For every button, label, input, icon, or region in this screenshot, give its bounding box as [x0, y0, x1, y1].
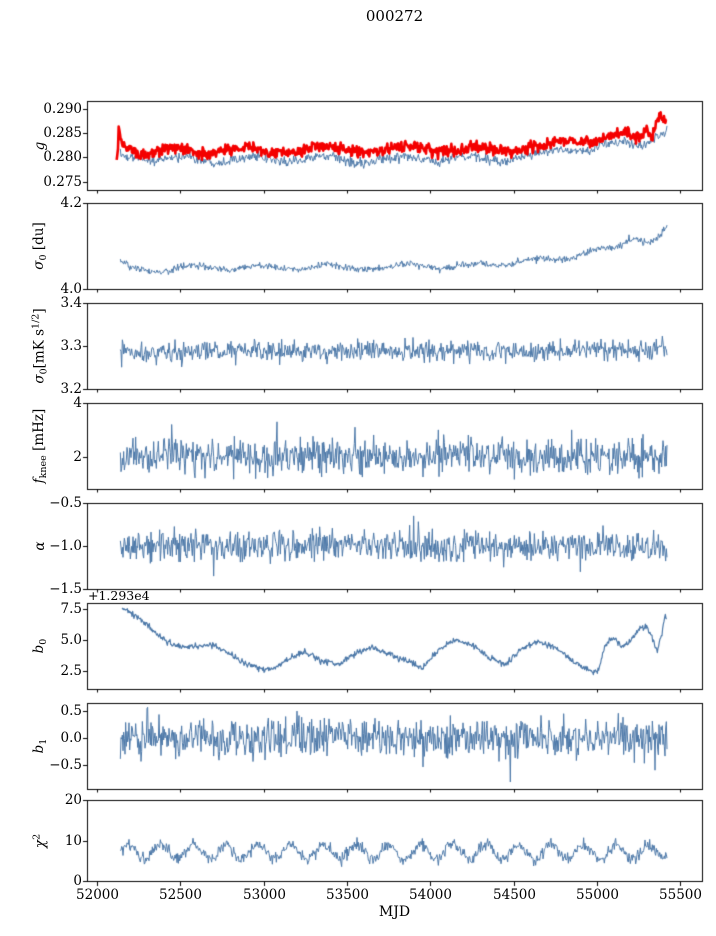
y-axis-label-part: 2: [31, 833, 43, 840]
y-axis-label-sigma0_du: [31, 222, 49, 269]
y-axis-label-part: b: [31, 744, 47, 754]
y-tick-label-alpha: −1.5: [49, 581, 82, 597]
y-axis-label-b1: [31, 739, 49, 754]
y-tick-label-g: 0.285: [43, 125, 82, 141]
y-axis-label-part: 1/2: [30, 313, 42, 329]
y-axis-label-part: σ: [31, 260, 47, 270]
y-tick-label-fknee: 2: [73, 449, 82, 465]
y-axis-label-part: g: [32, 141, 48, 150]
x-tick-label: 54000: [409, 887, 452, 903]
y-axis-label-part: χ: [32, 839, 49, 848]
x-tick-label: 55500: [659, 887, 702, 903]
x-tick-label: 53000: [243, 887, 286, 903]
y-tick-label-b1: 0.0: [60, 730, 82, 746]
y-tick-label-fknee: 4: [73, 395, 82, 411]
y-axis-label-part: [mK s: [31, 328, 48, 369]
y-tick-label-sigma0_mks: 3.2: [60, 381, 82, 397]
y-tick-label-chi2: 20: [64, 792, 82, 808]
y-tick-label-b1: 0.5: [60, 703, 82, 719]
y-axis-label-part: 0: [38, 638, 49, 645]
y-axis-label-part: σ: [31, 374, 48, 384]
y-tick-label-sigma0_mks: 3.4: [60, 295, 82, 311]
y-axis-label-part: α: [32, 541, 48, 551]
y-axis-label-part: 0: [38, 368, 50, 375]
y-tick-label-sigma0_du: 4.2: [60, 195, 82, 211]
y-axis-label-part: f: [31, 478, 47, 484]
x-tick-label: 52500: [159, 887, 202, 903]
y-tick-label-b1: −0.5: [49, 757, 82, 773]
y-tick-label-sigma0_du: 4.0: [60, 281, 82, 297]
x-axis-label: MJD: [378, 904, 411, 920]
y-tick-label-alpha: −1.0: [49, 538, 82, 554]
y-tick-label-b0: 5.0: [60, 632, 82, 648]
x-tick-label: 54500: [493, 887, 536, 903]
y-tick-label-g: 0.290: [43, 101, 82, 117]
y-tick-label-sigma0_mks: 3.3: [60, 338, 82, 354]
y-axis-label-fknee: [31, 409, 49, 484]
x-tick-label: 53500: [326, 887, 369, 903]
y-tick-label-chi2: 10: [64, 833, 82, 849]
y-axis-label-g: [32, 141, 48, 150]
y-axis-label-part: ]: [31, 308, 48, 314]
y-axis-label-part: [du]: [31, 222, 47, 255]
y-tick-label-b0: 2.5: [60, 663, 82, 679]
y-tick-label-chi2: 0: [73, 873, 82, 889]
y-axis-label-part: 0: [38, 254, 49, 261]
y-axis-label-part: 1: [38, 738, 49, 745]
y-axis-label-part: knee: [38, 455, 49, 479]
y-tick-label-alpha: −0.5: [49, 495, 82, 511]
y-axis-label-part: [mHz]: [31, 408, 47, 456]
y-tick-label-g: 0.280: [43, 149, 82, 165]
x-tick-label: 55000: [576, 887, 619, 903]
y-axis-label-b0: [31, 639, 49, 654]
y-axis-label-sigma0_mks: [31, 308, 50, 383]
figure-title: 000272: [365, 7, 424, 25]
y-tick-label-b0: 7.5: [60, 601, 82, 617]
y-axis-label-part: b: [31, 644, 47, 654]
offset-text: +1.293e4: [88, 588, 150, 603]
x-tick-label: 52000: [76, 887, 119, 903]
y-tick-label-g: 0.275: [43, 174, 82, 190]
y-axis-label-chi2: [32, 833, 49, 847]
y-axis-label-alpha: [32, 541, 48, 550]
